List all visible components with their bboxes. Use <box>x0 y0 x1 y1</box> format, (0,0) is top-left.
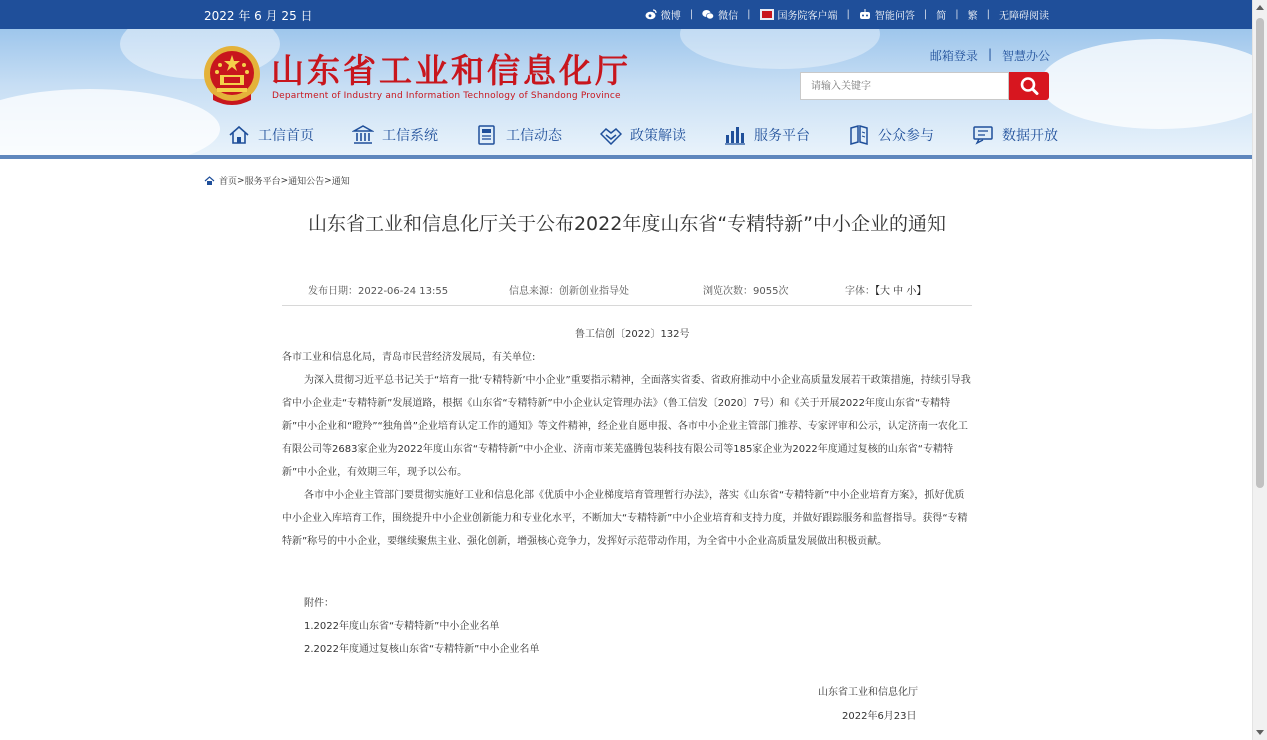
article-body <box>282 346 972 553</box>
nav-label: 公众参与 <box>878 128 934 144</box>
nav-item-system[interactable] <box>352 121 438 149</box>
wechat-link[interactable] <box>702 7 738 22</box>
home-icon <box>228 125 250 145</box>
search-box <box>800 72 1049 100</box>
nav-label: 工信首页 <box>258 128 314 144</box>
breadcrumb-notice[interactable]: 通知 <box>331 177 350 187</box>
breadcrumb-separator: > <box>280 175 289 186</box>
policy-icon <box>600 125 622 145</box>
cloud-decoration <box>0 89 220 155</box>
site-subtitle: Department of Industry and Information Technology of Shandong Province <box>272 91 621 101</box>
smart-qa-link[interactable] <box>859 7 915 22</box>
search-icon <box>1009 72 1049 100</box>
banner-divider <box>0 155 1252 159</box>
cloud-decoration <box>680 29 880 69</box>
nav-label: 政策解读 <box>630 128 686 144</box>
separator: | <box>955 9 959 20</box>
publish-date-label: 发布日期： <box>308 286 358 297</box>
nav-item-policy[interactable] <box>600 121 686 149</box>
signature-date: 2022年6月23日 <box>842 711 917 722</box>
separator: | <box>923 9 928 20</box>
view-count <box>703 282 788 297</box>
nav-label: 数据开放 <box>1002 128 1058 144</box>
cloud-decoration <box>1040 39 1252 129</box>
separator: | <box>987 47 992 61</box>
body-paragraph: 各市中小企业主管部门要贯彻实施好工业和信息化部《优质中小企业梯度培育管理暂行办法》，落实《山东省“专精特新”中小企业培育方案》，抓好优质中小企业入库培育工作，围绕提升中小企业创新能力和专业化水平，不断加大“专精特新”中小企业培育和支持力度，并做好跟踪服务和监督指导。获得“专精特新”称号的中小企业，要继续聚焦主业、强化创新，增强核心竞争力，发挥好示范带动作用，为全省中小企业高质量发展做出积极贡献。 <box>282 490 968 547</box>
breadcrumb-separator: > <box>237 175 245 186</box>
vertical-scrollbar[interactable] <box>1252 0 1267 740</box>
robot-icon <box>859 9 871 20</box>
data-icon <box>972 125 994 145</box>
view-count-label: 浏览次数： <box>703 286 753 297</box>
simplified-chinese-link[interactable]: 简 <box>936 11 947 22</box>
breadcrumb-separator: > <box>324 175 332 186</box>
accessible-reading-link[interactable]: 无障碍阅读 <box>999 11 1049 22</box>
bar-chart-icon <box>724 125 746 145</box>
publish-date <box>308 282 448 297</box>
search-input[interactable] <box>800 72 1009 100</box>
font-size-options[interactable]: 【大 中 小】 <box>875 286 927 297</box>
building-icon <box>352 125 374 145</box>
state-council-client-label: 国务院客户端 <box>777 11 838 22</box>
info-source-label: 信息来源： <box>509 286 559 297</box>
attachment-link[interactable]: 2.2022年度通过复核山东省“专精特新”中小企业名单 <box>304 644 540 655</box>
scroll-up-arrow-icon[interactable] <box>1256 5 1264 10</box>
search-button[interactable] <box>1009 72 1049 100</box>
nav-item-news[interactable] <box>476 121 562 149</box>
separator: | <box>846 9 850 20</box>
breadcrumb-home[interactable]: 首页 <box>219 177 238 187</box>
weibo-link[interactable] <box>645 7 681 22</box>
traditional-chinese-link[interactable]: 繁 <box>967 11 978 22</box>
nav-item-service[interactable] <box>724 121 810 149</box>
nav-item-open-data[interactable] <box>972 121 1058 149</box>
article-title: 山东省工业和信息化厅关于公布2022年度山东省“专精特新”中小企业的通知 <box>307 213 947 235</box>
state-council-client-link[interactable] <box>760 7 838 22</box>
nav-label: 工信系统 <box>382 128 438 144</box>
font-size-label: 字体： <box>845 286 875 297</box>
nav-label: 工信动态 <box>506 128 562 144</box>
salutation: 各市工业和信息化局，青岛市民营经济发展局，有关单位: <box>282 352 536 363</box>
wechat-icon <box>702 9 714 20</box>
site-title[interactable]: 山东省工业和信息化厅 <box>271 51 631 90</box>
publish-date-value: 2022-06-24 13:55 <box>358 286 449 297</box>
nav-item-participation[interactable] <box>848 121 934 149</box>
smart-qa-label: 智能问答 <box>874 11 915 22</box>
top-links <box>645 7 1049 22</box>
attachment-link[interactable]: 1.2022年度山东省“专精特新”中小企业名单 <box>304 621 500 632</box>
book-icon <box>848 125 870 145</box>
view-count-value: 9055次 <box>753 286 789 297</box>
weibo-label: 微博 <box>660 11 681 22</box>
attachments <box>304 592 539 661</box>
signature-organization: 山东省工业和信息化厅 <box>818 687 918 698</box>
smart-office-link[interactable]: 智慧办公 <box>1001 49 1050 63</box>
mailbox-login-link[interactable]: 邮箱登录 <box>929 49 978 63</box>
weibo-icon <box>645 9 657 20</box>
scrollbar-thumb[interactable] <box>1256 18 1264 488</box>
separator: | <box>747 9 751 20</box>
home-icon <box>204 176 215 185</box>
header-links <box>930 47 1050 64</box>
current-date: 2022 年 6 月 25 日 <box>204 9 313 23</box>
info-source-value: 创新创业指导处 <box>559 286 629 297</box>
scroll-down-arrow-icon[interactable] <box>1256 730 1264 735</box>
national-emblem-logo[interactable] <box>203 44 261 108</box>
separator: | <box>986 9 990 20</box>
breadcrumb <box>204 174 350 187</box>
separator: | <box>689 9 694 20</box>
nav-label: 服务平台 <box>754 128 810 144</box>
info-source <box>509 282 629 297</box>
body-paragraph: 为深入贯彻习近平总书记关于“培育一批‘专精特新’中小企业”重要指示精神，全面落实省委、省政府推动中小企业高质量发展若干政策措施，持续引导我省中小企业走“专精特新”发展道路，根据《山东省“专精特新”中小企业认定管理办法》（鲁工信发〔2020〕7号）和《关于开展2022年度山东省“专精特新”中小企业和“瞪羚”“独角兽”企业培育认定工作的通知》等文件精神，经企业自愿申报、各市中小企业主管部门推荐、专家评审和公示，认定济南一农化工有限公司等2683家企业为2022年度山东省“专精特新”中小企业、济南市莱芜盛腾包装科技有限公司等185家企业为2022年度通过复核的山东省“专精特新”中小企业，有效期三年，现予以公布。 <box>282 375 971 478</box>
state-council-client-icon <box>760 9 774 20</box>
font-size-control <box>845 282 926 297</box>
news-icon <box>476 125 498 145</box>
breadcrumb-service-platform[interactable]: 服务平台 <box>244 177 281 187</box>
top-bar <box>0 0 1252 29</box>
nav-item-home[interactable] <box>228 121 314 149</box>
wechat-label: 微信 <box>718 11 739 22</box>
header-banner <box>0 29 1252 155</box>
document-number: 鲁工信创〔2022〕132号 <box>575 329 690 340</box>
meta-divider <box>282 305 972 306</box>
attachments-label: 附件： <box>304 598 334 609</box>
breadcrumb-announcements[interactable]: 通知公告 <box>288 177 325 187</box>
main-nav <box>228 121 1096 149</box>
